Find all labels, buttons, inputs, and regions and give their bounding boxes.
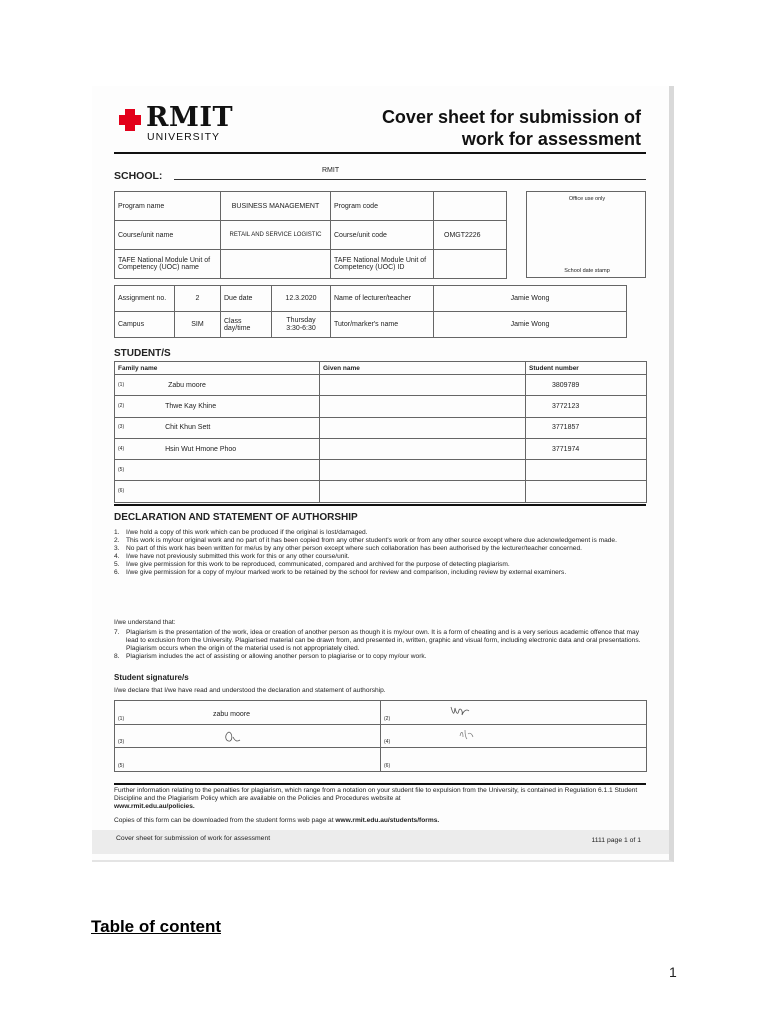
- school-underline: [174, 179, 646, 180]
- declaration-item: 3. No part of this work has been written for me/us by any other person except where such collaboration has been authorised by the lecturer/teacher concerned.: [114, 545, 582, 553]
- signature-cell-1[interactable]: [115, 701, 381, 725]
- program-name-label: Program name: [115, 192, 221, 221]
- office-use-box: [526, 191, 646, 278]
- declaration-list: [114, 529, 646, 578]
- handwritten-signature-4: [457, 728, 475, 742]
- family-name: Hsin Wut Hmone Phoo: [165, 445, 237, 453]
- students-heading: STUDENT/S: [114, 348, 171, 359]
- row-number: (6): [118, 488, 125, 495]
- further-information: [114, 787, 648, 812]
- given-name-cell[interactable]: [320, 460, 526, 481]
- signature-row: [115, 701, 647, 725]
- program-code-value[interactable]: [434, 192, 507, 221]
- signature-number: (2): [384, 715, 391, 722]
- campus-row: [115, 312, 627, 338]
- campus-label: Campus: [115, 312, 175, 338]
- assignment-value[interactable]: 2: [175, 286, 221, 312]
- signature-heading: Student signature/s: [114, 673, 189, 682]
- tafe-row: [115, 250, 507, 279]
- table-row: [115, 417, 647, 438]
- program-code-label: Program code: [331, 192, 434, 221]
- student-number-cell[interactable]: 3772123: [526, 396, 647, 417]
- further-divider: [114, 783, 646, 785]
- footer-page: 1111 page 1 of 1: [591, 837, 641, 844]
- row-number: (5): [118, 466, 125, 473]
- signature-row: [115, 724, 647, 748]
- course-code-label: Course/unit code: [331, 221, 434, 250]
- due-date-label: Due date: [221, 286, 272, 312]
- title-line-1: Cover sheet for submission of: [381, 107, 641, 127]
- declaration-item: 5. I/we give permission for this work to be reproduced, communicated, compared and archived for the purpose of detecting plagiarism.: [114, 561, 510, 569]
- assignment-label: Assignment no.: [115, 286, 175, 312]
- family-name-cell[interactable]: [115, 417, 320, 438]
- tafe-name-value[interactable]: [221, 250, 331, 279]
- student-number-cell[interactable]: [526, 481, 647, 502]
- row-number: (4): [118, 445, 125, 452]
- copies-info: [114, 817, 648, 824]
- program-name-value[interactable]: BUSINESS MANAGEMENT: [221, 192, 331, 221]
- assignment-table: [114, 285, 627, 338]
- students-table: [114, 361, 647, 503]
- signature-row: [115, 748, 647, 772]
- tutor-label: Tutor/marker's name: [331, 312, 434, 338]
- copies-text: Copies of this form can be downloaded from the student forms web page at: [114, 817, 334, 824]
- given-name-cell[interactable]: [320, 481, 526, 502]
- col-family-name: Family name: [115, 362, 320, 375]
- family-name-cell[interactable]: [115, 460, 320, 481]
- family-name-cell[interactable]: [115, 438, 320, 459]
- declaration-item: 2. This work is my/our original work and no part of it has been copied from any other student's work or from any other source except where due acknowledgement is made.: [114, 537, 617, 545]
- program-row: [115, 192, 507, 221]
- given-name-cell[interactable]: [320, 396, 526, 417]
- course-name-value[interactable]: RETAIL AND SERVICE LOGISTIC: [221, 221, 331, 250]
- row-number: (2): [118, 402, 125, 409]
- table-row: [115, 460, 647, 481]
- family-name: Chit Khun Sett: [165, 424, 211, 432]
- due-date-value[interactable]: 12.3.2020: [272, 286, 331, 312]
- col-student-number: Student number: [526, 362, 647, 375]
- student-number-cell[interactable]: 3771857: [526, 417, 647, 438]
- given-name-cell[interactable]: [320, 417, 526, 438]
- tafe-id-label: TAFE National Module Unit of Competency (UOC) ID: [331, 250, 434, 279]
- signature-cell-6[interactable]: [381, 748, 647, 772]
- signature-cell-4[interactable]: [381, 724, 647, 748]
- lecturer-label: Name of lecturer/teacher: [331, 286, 434, 312]
- footer-title: Cover sheet for submission of work for assessment: [116, 835, 271, 842]
- signature-number: (5): [118, 762, 125, 769]
- signature-number: (3): [118, 739, 125, 745]
- table-of-content-heading: Table of content: [91, 917, 222, 936]
- tafe-name-label: TAFE National Module Unit of Competency (UOC) name: [115, 250, 221, 279]
- declaration-item: 6. I/we give permission for a copy of my/our marked work to be retained by the school for review and comparison, including review by external examiners.: [114, 569, 567, 577]
- understand-list: [114, 629, 646, 661]
- signature-table: [114, 700, 647, 772]
- row-number: (3): [118, 424, 125, 431]
- declaration-item: 1. I/we hold a copy of this work which can be produced if the original is lost/damaged.: [114, 529, 368, 536]
- assignment-row: [115, 286, 627, 312]
- tutor-value[interactable]: Jamie Wong: [434, 312, 627, 338]
- policies-link[interactable]: www.rmit.edu.au/policies.: [114, 803, 195, 811]
- forms-link[interactable]: www.rmit.edu.au/students/forms.: [335, 817, 440, 824]
- office-use-label: Office use only: [568, 196, 606, 202]
- signature-cell-2[interactable]: [381, 701, 647, 725]
- course-row: [115, 221, 507, 250]
- family-name-cell[interactable]: [115, 481, 320, 502]
- footer-bar: [92, 830, 669, 854]
- class-time: 3:30-6:30: [286, 324, 316, 332]
- further-text: Further information relating to the penalties for plagiarism, which range from a notation on your student file to expulsion from the University, is contained in Regulation 6.1.1 Student Discipline and the Plagiarism Policy which are available on the Policies and Procedures website at: [114, 787, 638, 803]
- campus-value[interactable]: SIM: [175, 312, 221, 338]
- class-label: Class day/time: [221, 312, 272, 338]
- school-stamp-label: School date stamp: [564, 268, 610, 274]
- family-name: Zabu moore: [168, 381, 206, 389]
- understand-item: 8. Plagiarism includes the act of assisting or allowing another person to plagiarise or to copy my/our work.: [114, 653, 427, 661]
- signature-number: (1): [118, 715, 125, 722]
- lecturer-value[interactable]: Jamie Wong: [434, 286, 627, 312]
- document-title: [382, 106, 641, 150]
- student-number-cell[interactable]: 3771974: [526, 438, 647, 459]
- signature-declaration: I/we declare that I/we have read and understood the declaration and statement of authorship.: [114, 687, 386, 694]
- declaration-item: 4. I/we have not previously submitted this work for this or any other course/unit.: [114, 553, 350, 561]
- logo-subtitle: UNIVERSITY: [147, 131, 221, 143]
- course-code-value[interactable]: OMGT2226: [434, 221, 507, 250]
- signature-cell-3[interactable]: [115, 724, 381, 748]
- handwritten-signature-2: [449, 704, 471, 720]
- tafe-id-value[interactable]: [434, 250, 507, 279]
- school-value: RMIT: [322, 167, 340, 174]
- signature-number: (6): [384, 762, 391, 769]
- logo-text: RMIT: [146, 102, 234, 133]
- title-divider: [114, 152, 646, 154]
- table-row: [115, 481, 647, 502]
- given-name-cell[interactable]: [320, 438, 526, 459]
- understand-label: I/we understand that:: [114, 619, 176, 626]
- program-table: [114, 191, 507, 279]
- students-header-row: [115, 362, 647, 375]
- signature-name: zabu moore: [213, 711, 250, 718]
- family-name-cell[interactable]: [115, 396, 320, 417]
- class-day: Thursday: [286, 316, 316, 324]
- given-name-cell[interactable]: [320, 375, 526, 396]
- row-number: (1): [118, 381, 125, 388]
- rmit-logo-icon: [118, 108, 142, 132]
- table-row: [115, 438, 647, 459]
- handwritten-signature-3: [223, 729, 243, 745]
- table-row: [115, 375, 647, 396]
- understand-item: 7. Plagiarism is the presentation of the work, idea or creation of another person as though it is my/our own. It is a form of cheating and is a very serious academic offence that may lead to exclusion from the University. Plagiarised material can be drawn from, and presented in, written, graphic and visual form, including electronic data and oral presentations. Plagiarism occurs when the origin of the material used is not appropriately cited.: [114, 629, 641, 653]
- title-line-2: work for assessment: [461, 129, 641, 149]
- student-number-cell[interactable]: 3809789: [526, 375, 647, 396]
- declaration-heading: DECLARATION AND STATEMENT OF AUTHORSHIP: [114, 512, 358, 523]
- declaration-divider: [114, 504, 646, 506]
- table-row: [115, 396, 647, 417]
- course-name-label: Course/unit name: [115, 221, 221, 250]
- student-number-cell[interactable]: [526, 460, 647, 481]
- col-given-name: Given name: [320, 362, 526, 375]
- page-number: 1: [669, 964, 677, 980]
- class-value[interactable]: [272, 312, 331, 338]
- school-label: SCHOOL:: [114, 170, 163, 182]
- family-name: Thwe Kay Khine: [165, 402, 217, 410]
- family-name-cell[interactable]: [115, 375, 320, 396]
- signature-number: (4): [384, 739, 391, 745]
- cover-sheet-scan: [92, 86, 674, 862]
- signature-cell-5[interactable]: [115, 748, 381, 772]
